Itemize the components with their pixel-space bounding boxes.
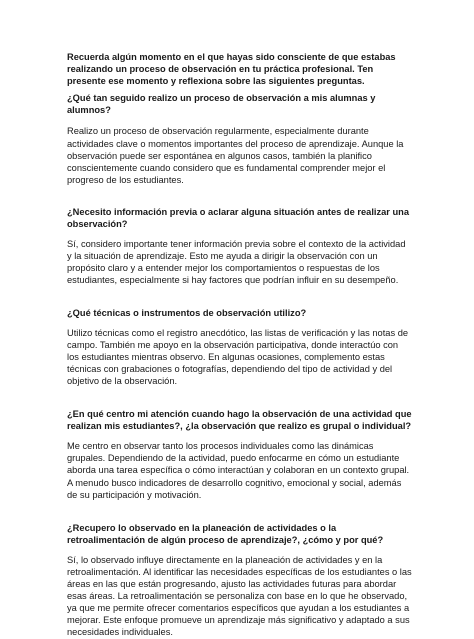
question-4: ¿En qué centro mi atención cuando hago la observación de una actividad que realizan mis estudiantes?, ¿la observación que realizo es grupal o individual?: [67, 409, 412, 432]
answer-2: Sí, considero importante tener información previa sobre el contexto de la actividad y la situación de aprendizaje. Esto me ayuda a dirigir la observación con un propósito claro y a entender mejor los comportamientos o respuestas de los estudiantes, especialmente si hay factores que podrían influir en su desempeño.: [67, 239, 406, 286]
answer-3: Utilizo técnicas como el registro anecdótico, las listas de verificación y las notas de campo. También me apoyo en la observación participativa, donde interactúo con los estudiantes mientras observo. En algunas ocasiones, complemento estas técnicas con grabaciones o fotografías, dependiendo del tipo de actividad y del objetivo de la observación.: [67, 327, 409, 386]
document-content: [67, 51, 412, 639]
question-5: ¿Recupero lo observado en la planeación de actividades o la retroalimentación de algún proceso de aprendizaje?, ¿cómo y por qué?: [67, 522, 384, 545]
answer-4: Me centro en observar tanto los procesos individuales como las dinámicas grupales. Dependiendo de la actividad, puedo enfocarme en cómo un estudiante aborda una tarea específica o cómo interactúan y colaboran en un contexto grupal. A menudo busco indicadores de desarrollo cognitivo, emocional y social, además de su participación y motivación.: [67, 441, 410, 500]
question-3: ¿Qué técnicas o instrumentos de observación utilizo?: [67, 307, 307, 318]
question-1: ¿Qué tan seguido realizo un proceso de observación a mis alumnas y alumnos?: [67, 93, 376, 116]
answer-5: Sí, lo observado influye directamente en la planeación de actividades y en la retroalimentación. Al identificar las necesidades específicas de los estudiantes o las áreas en las que están progresando, ajusto las actividades futuras para abordar esas áreas. La retroalimentación se personaliza con base en lo que he observado, ya que me permite ofrecer comentarios específicos que ayudan a los estudiantes a mejorar. Este enfoque promueve un aprendizaje más significativo y adaptado a sus necesidades individuales.: [67, 554, 412, 638]
question-2: ¿Necesito información previa o aclarar alguna situación antes de realizar una observación?: [67, 206, 410, 230]
intro-paragraph: Recuerda algún momento en el que hayas sido consciente de que estabas realizando un proceso de observación en tu práctica profesional. Ten presente ese momento y reflexiona sobre las siguientes preguntas.: [67, 52, 396, 87]
answer-1: Realizo un proceso de observación regularmente, especialmente durante actividades clave o momentos importantes del proceso de aprendizaje. Aunque la observación puede ser espontánea en algunos casos, también la planifico conscientemente cuando considero que es fundamental comprender mejor el progreso de los estudiantes.: [67, 126, 404, 185]
